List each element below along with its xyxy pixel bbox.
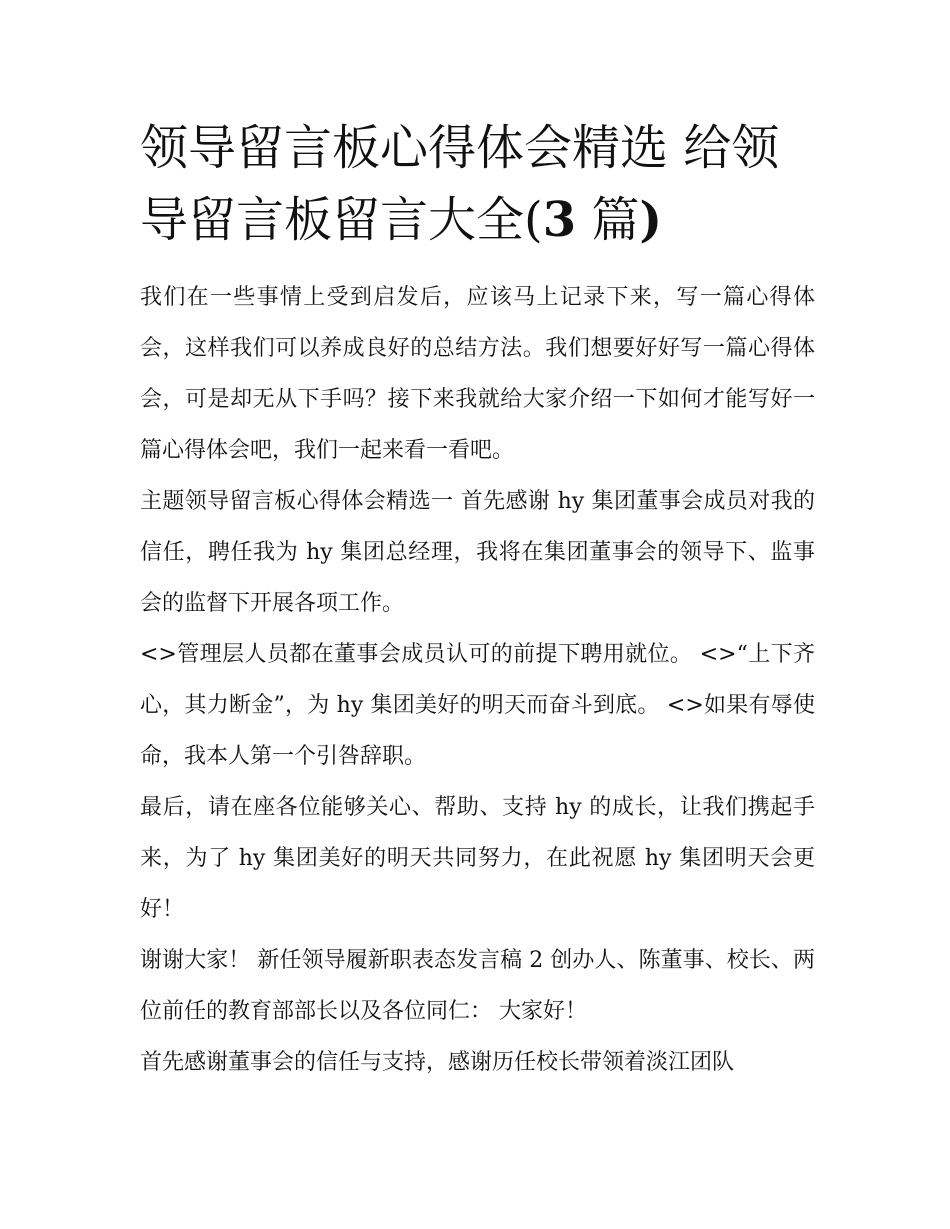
- document-title: [140, 112, 815, 256]
- title-close-paren: ): [639, 192, 663, 248]
- paragraph: 谢谢大家！ 新任领导履新职表态发言稿 2 创办人、陈董事、校长、两位前任的教育部部长以及各位同仁： 大家好！: [140, 948, 815, 1024]
- paragraph: 首先感谢董事会的信任与支持，感谢历任校长带领着淡江团队: [140, 1050, 735, 1075]
- title-unit: 篇: [576, 192, 640, 248]
- document-page: [140, 112, 815, 1088]
- paragraph: <>管理层人员都在董事会成员认可的前提下聘用就位。 <>“上下齐心，其力断金”，为 hy 集团美好的明天而奋斗到底。 <>如果有辱使命，我本人第一个引咎辞职。: [140, 642, 815, 769]
- paragraph: 主题领导留言板心得体会精选一 首先感谢 hy 集团董事会成员对我的信任，聘任我为 hy 集团总经理，我将在集团董事会的领导下、监事会的监督下开展各项工作。: [140, 489, 815, 616]
- title-number: 3: [542, 192, 577, 248]
- title-text: 领导留言板心得体会精选 给领导留言板留言大全(: [140, 120, 780, 248]
- document-body: [140, 272, 815, 1088]
- paragraph: 最后，请在座各位能够关心、帮助、支持 hy 的成长，让我们携起手来，为了 hy 集团美好的明天共同努力，在此祝愿 hy 集团明天会更好！: [140, 795, 815, 922]
- paragraph: 我们在一些事情上受到启发后，应该马上记录下来，写一篇心得体会，这样我们可以养成良好的总结方法。我们想要好好写一篇心得体会，可是却无从下手吗？接下来我就给大家介绍一下如何才能写好一篇心得体会吧，我们一起来看一看吧。: [140, 285, 815, 463]
